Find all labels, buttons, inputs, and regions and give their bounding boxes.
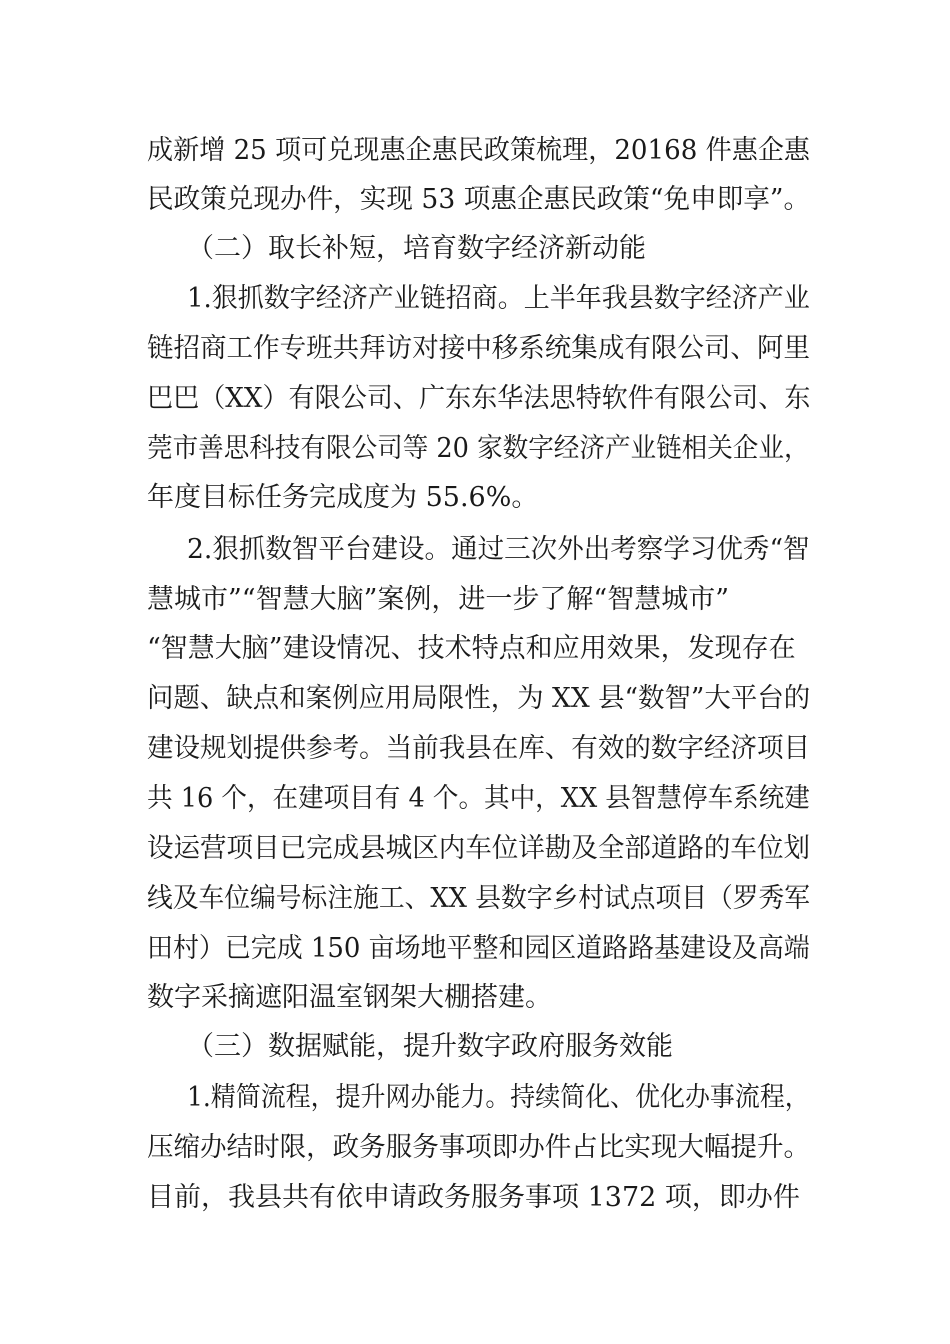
text-line: 建设规划提供参考。当前我县在库、有效的数字经济项目 <box>147 733 810 764</box>
text-line: 民政策兑现办件，实现 53 项惠企惠民政策“免申即享”。 <box>147 184 811 215</box>
text-line: 设运营项目已完成县城区内车位详勘及全部道路的车位划 <box>147 833 810 864</box>
text-line: 慧城市”“智慧大脑”案例，进一步了解“智慧城市” <box>147 584 730 615</box>
text-line: 年度目标任务完成度为 55.6%。 <box>147 482 539 513</box>
text-line: 田村）已完成 150 亩场地平整和园区道路路基建设及高端 <box>147 933 810 964</box>
text-line: 莞市善思科技有限公司等 20 家数字经济产业链相关企业， <box>147 433 810 464</box>
text-line: 2.狠抓数智平台建设。通过三次外出考察学习优秀“智 <box>187 534 810 565</box>
text-line: 1.狠抓数字经济产业链招商。上半年我县数字经济产业 <box>187 283 810 314</box>
text-line: 线及车位编号标注施工、XX 县数字乡村试点项目（罗秀军 <box>147 883 811 914</box>
text-line: 数字采摘遮阳温室钢架大棚搭建。 <box>147 982 552 1013</box>
text-line: 巴巴（XX）有限公司、广东东华法思特软件有限公司、东 <box>147 383 811 414</box>
section-heading-2: （二）取长补短，培育数字经济新动能 <box>187 233 646 264</box>
text-line: 问题、缺点和案例应用局限性，为 XX 县“数智”大平台的 <box>147 683 811 714</box>
text-line: “智慧大脑”建设情况、技术特点和应用效果，发现存在 <box>147 633 796 664</box>
text-line: 链招商工作专班共拜访对接中移系统集成有限公司、阿里 <box>147 333 810 364</box>
text-line: 压缩办结时限，政务服务事项即办件占比实现大幅提升。 <box>147 1132 810 1163</box>
text-line: 目前，我县共有依申请政务服务事项 1372 项，即办件 <box>147 1182 800 1213</box>
text-line: 共 16 个，在建项目有 4 个。其中，XX 县智慧停车系统建 <box>147 783 810 814</box>
section-heading-3: （三）数据赋能，提升数字政府服务效能 <box>187 1031 673 1062</box>
text-line: 成新增 25 项可兑现惠企惠民政策梳理，20168 件惠企惠 <box>147 135 811 166</box>
text-line: 1.精简流程，提升网办能力。持续简化、优化办事流程， <box>187 1082 810 1113</box>
